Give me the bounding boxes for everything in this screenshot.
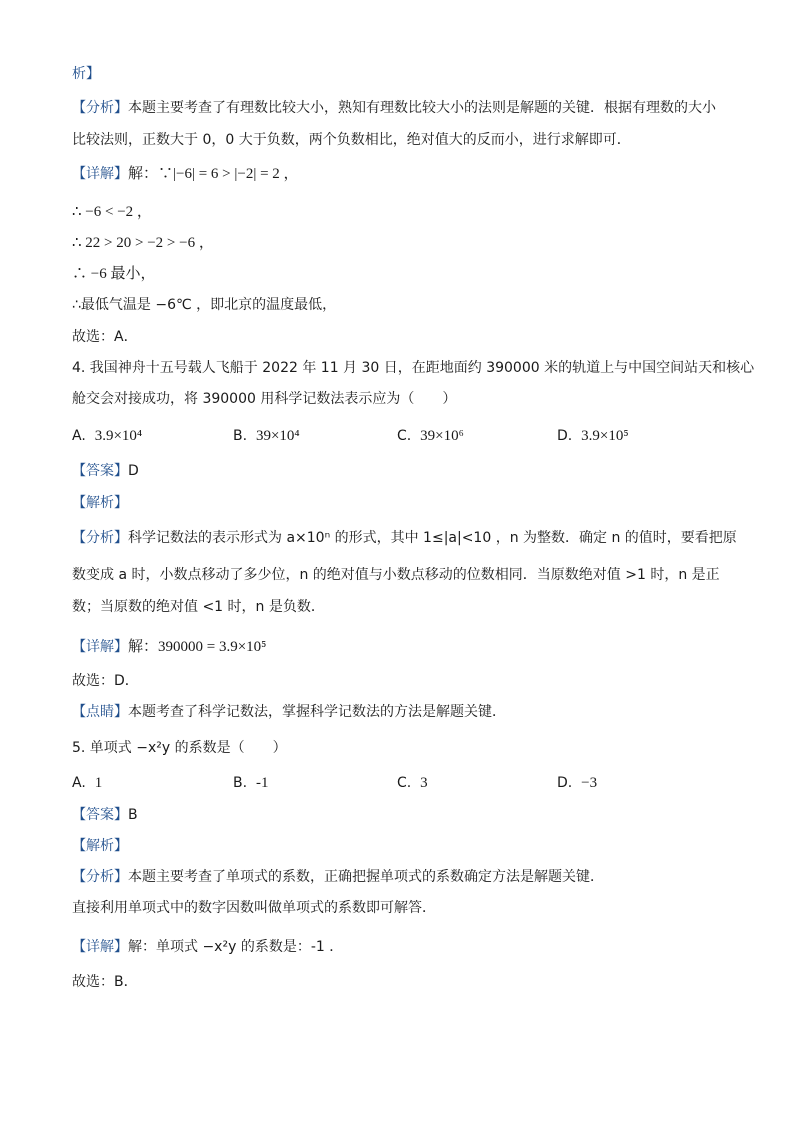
option-text: 39×10⁴ [255,428,300,444]
option-letter: B. [233,775,248,791]
q4-stem-line2: 舱交会对接成功，将 390000 用科学记数法表示应为（ ） [72,391,457,407]
option-text: 1 [94,775,103,791]
answer-value: B [128,807,138,823]
option-text: −3 [581,775,598,791]
detail-tag: 【详解】 [72,166,128,182]
option-letter: D. [557,775,573,791]
q5-option-c [397,773,428,793]
detail-math: 解：390000 = 3.9×10⁵ [128,639,267,655]
comment-text: 本题考查了科学记数法，掌握科学记数法的方法是解题关键． [128,704,506,720]
analysis-tag: 【分析】 [72,100,128,116]
option-text: -1 [255,775,269,791]
section-tag-explain-tail: 析】 [72,66,100,82]
q3-analysis-line2: 比较法则，正数大于 0，0 大于负数，两个负数相比，绝对值大的反而小，进行求解即可． [72,132,631,148]
q4-option-a [72,426,142,446]
q3-choice: 故选：A． [72,329,138,345]
option-letter: C. [397,428,412,444]
analysis-tag: 【分析】 [72,530,128,546]
q4-analysis-line2: 数变成 a 时，小数点移动了多少位，n 的绝对值与小数点移动的位数相同．当原数绝对值 >1 时，n 是正 [72,567,720,583]
q3-step2: ∴ 22 > 20 > −2 > −6 ， [72,235,214,251]
option-text: 3.9×10⁴ [94,428,143,444]
q4-analysis-line1 [72,528,737,548]
option-letter: C. [397,775,412,791]
option-letter: A. [72,775,86,791]
analysis-tag: 【分析】 [72,869,128,885]
q3-step1: ∴ −6 < −2 ， [72,204,152,220]
q4-stem-line1: 4. 我国神舟十五号载人飞船于 2022 年 11 月 30 日，在距地面约 390000 米的轨道上与中国空间站天和核心 [72,360,755,376]
q5-option-a [72,773,102,793]
q4-comment-line [72,702,506,722]
q4-option-c [397,426,464,446]
option-text: 39×10⁶ [420,428,464,444]
answer-tag: 【答案】 [72,463,128,479]
q4-analysis-line3: 数；当原数的绝对值 <1 时，n 是负数． [72,599,325,615]
q5-answer-line [72,805,138,825]
q5-choice: 故选：B． [72,974,138,990]
option-letter: B. [233,428,248,444]
q5-analysis-line2: 直接利用单项式中的数字因数叫做单项式的系数即可解答． [72,900,436,916]
detail-tag: 【详解】 [72,639,128,655]
detail-tag: 【详解】 [72,939,128,955]
q3-analysis-line1 [72,98,716,118]
q5-explain-tag: 【解析】 [72,838,128,854]
q4-answer-line [72,461,139,481]
option-letter: D. [557,428,573,444]
q4-choice: 故选：D． [72,673,139,689]
q5-option-b [233,773,268,793]
comment-tag: 【点睛】 [72,704,128,720]
answer-value: D [128,463,139,479]
option-text: 3 [420,775,428,791]
q5-option-d [557,773,597,793]
analysis-text: 本题主要考查了有理数比较大小，熟知有理数比较大小的法则是解题的关键．根据有理数的大小 [128,100,716,116]
q5-stem: 5. 单项式 −x²y 的系数是（ ） [72,740,287,756]
q4-detail-line [72,637,266,657]
q5-analysis-line1 [72,867,604,887]
q5-detail-line [72,937,343,957]
q4-option-d [557,426,629,446]
q3-step4: ∴最低气温是 −6℃ ，即北京的温度最低， [72,297,337,313]
answer-tag: 【答案】 [72,807,128,823]
analysis-text: 本题主要考查了单项式的系数，正确把握单项式的系数确定方法是解题关键． [128,869,604,885]
q4-option-b [233,426,300,446]
option-letter: A. [72,428,86,444]
analysis-text: 科学记数法的表示形式为 a×10ⁿ 的形式，其中 1≤|a|<10 ，n 为整数．确定 n 的值时，要看把原 [128,530,737,546]
q3-step3: ∴ −6 最小， [72,266,156,282]
q3-detail-line [72,164,299,184]
option-text: 3.9×10⁵ [581,428,629,444]
q4-explain-tag: 【解析】 [72,495,128,511]
detail-math: 解：∵|−6| = 6 > |−2| = 2 ， [128,166,299,182]
detail-math: 解：单项式 −x²y 的系数是：-1 ． [128,939,344,955]
